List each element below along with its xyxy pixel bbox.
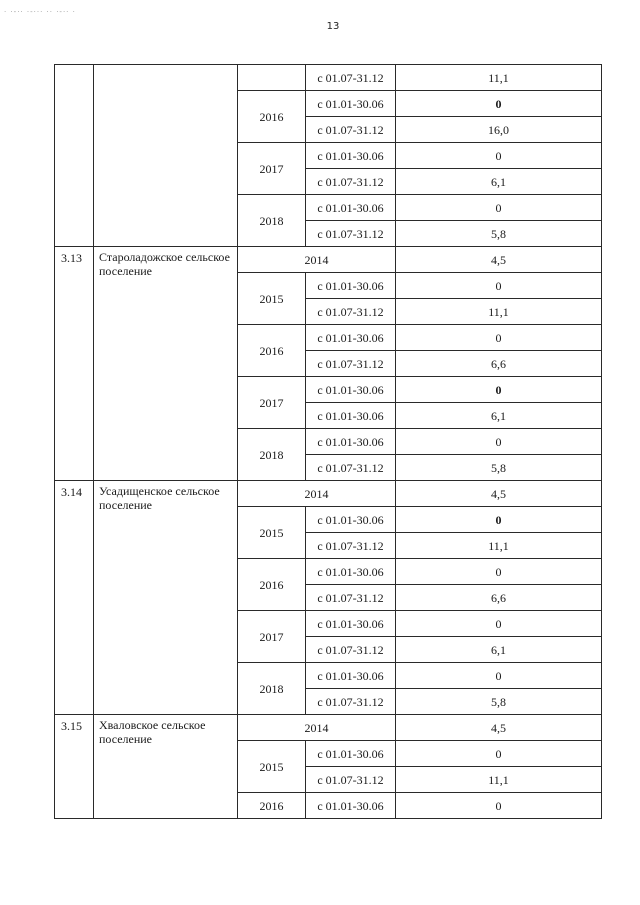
table-row bbox=[55, 715, 602, 741]
value-cell: 4,5 bbox=[396, 247, 602, 273]
section-number-cell bbox=[55, 65, 94, 247]
year-cell: 2017 bbox=[238, 611, 306, 663]
page-number: 13 bbox=[326, 21, 340, 32]
period-cell: с 01.07-31.12 bbox=[306, 65, 396, 91]
value-cell: 11,1 bbox=[396, 65, 602, 91]
scan-artifact: · ·-·· ·-··· ·· ·-·· · bbox=[4, 8, 76, 16]
value-cell: 0 bbox=[396, 273, 602, 299]
year-cell: 2015 bbox=[238, 507, 306, 559]
year-cell: 2014 bbox=[238, 715, 396, 741]
section-name: Усадищенское сельское поселение bbox=[94, 481, 238, 715]
year-cell: 2018 bbox=[238, 429, 306, 481]
period-cell: с 01.07-31.12 bbox=[306, 585, 396, 611]
year-cell: 2016 bbox=[238, 325, 306, 377]
period-cell: с 01.07-31.12 bbox=[306, 533, 396, 559]
year-cell: 2018 bbox=[238, 663, 306, 715]
value-cell: 16,0 bbox=[396, 117, 602, 143]
value-cell: 0 bbox=[396, 559, 602, 585]
value-cell: 0 bbox=[396, 429, 602, 455]
value-cell: 0 bbox=[396, 663, 602, 689]
section-name: Хваловское сельское поселение bbox=[94, 715, 238, 819]
value-cell: 0 bbox=[396, 143, 602, 169]
table-body bbox=[55, 65, 602, 819]
period-cell: с 01.01-30.06 bbox=[306, 559, 396, 585]
value-cell: 5,8 bbox=[396, 455, 602, 481]
period-cell: с 01.01-30.06 bbox=[306, 143, 396, 169]
period-cell: с 01.01-30.06 bbox=[306, 663, 396, 689]
year-cell: 2017 bbox=[238, 377, 306, 429]
year-cell: 2016 bbox=[238, 559, 306, 611]
value-cell: 5,8 bbox=[396, 689, 602, 715]
value-cell: 6,1 bbox=[396, 637, 602, 663]
year-cell bbox=[238, 65, 306, 91]
year-cell: 2014 bbox=[238, 247, 396, 273]
value-cell: 0 bbox=[396, 195, 602, 221]
section-name-cell bbox=[94, 65, 238, 247]
period-cell: с 01.07-31.12 bbox=[306, 221, 396, 247]
value-cell: 4,5 bbox=[396, 481, 602, 507]
period-cell: с 01.07-31.12 bbox=[306, 689, 396, 715]
year-cell: 2015 bbox=[238, 273, 306, 325]
value-cell: 5,8 bbox=[396, 221, 602, 247]
data-table bbox=[54, 64, 602, 819]
value-cell: 0 bbox=[396, 507, 602, 533]
year-cell: 2015 bbox=[238, 741, 306, 793]
value-cell: 11,1 bbox=[396, 533, 602, 559]
value-cell: 6,6 bbox=[396, 351, 602, 377]
period-cell: с 01.01-30.06 bbox=[306, 429, 396, 455]
year-cell: 2016 bbox=[238, 793, 306, 819]
section-number: 3.13 bbox=[55, 247, 94, 481]
period-cell: с 01.07-31.12 bbox=[306, 117, 396, 143]
period-cell: с 01.07-31.12 bbox=[306, 169, 396, 195]
period-cell: с 01.01-30.06 bbox=[306, 403, 396, 429]
period-cell: с 01.01-30.06 bbox=[306, 377, 396, 403]
value-cell: 0 bbox=[396, 377, 602, 403]
value-cell: 11,1 bbox=[396, 299, 602, 325]
year-cell: 2018 bbox=[238, 195, 306, 247]
value-cell: 6,1 bbox=[396, 403, 602, 429]
period-cell: с 01.01-30.06 bbox=[306, 325, 396, 351]
section-number: 3.14 bbox=[55, 481, 94, 715]
table-row bbox=[55, 481, 602, 507]
table-row bbox=[55, 247, 602, 273]
value-cell: 0 bbox=[396, 793, 602, 819]
period-cell: с 01.01-30.06 bbox=[306, 273, 396, 299]
value-cell: 6,1 bbox=[396, 169, 602, 195]
value-cell: 0 bbox=[396, 325, 602, 351]
period-cell: с 01.01-30.06 bbox=[306, 195, 396, 221]
period-cell: с 01.07-31.12 bbox=[306, 299, 396, 325]
year-cell: 2014 bbox=[238, 481, 396, 507]
period-cell: с 01.01-30.06 bbox=[306, 507, 396, 533]
value-cell: 0 bbox=[396, 741, 602, 767]
period-cell: с 01.07-31.12 bbox=[306, 637, 396, 663]
section-name: Староладожское сельское поселение bbox=[94, 247, 238, 481]
value-cell: 4,5 bbox=[396, 715, 602, 741]
value-cell: 6,6 bbox=[396, 585, 602, 611]
value-cell: 0 bbox=[396, 611, 602, 637]
period-cell: с 01.07-31.12 bbox=[306, 455, 396, 481]
year-cell: 2016 bbox=[238, 91, 306, 143]
period-cell: с 01.01-30.06 bbox=[306, 741, 396, 767]
section-number: 3.15 bbox=[55, 715, 94, 819]
table-row bbox=[55, 65, 602, 91]
period-cell: с 01.07-31.12 bbox=[306, 351, 396, 377]
year-cell: 2017 bbox=[238, 143, 306, 195]
period-cell: с 01.01-30.06 bbox=[306, 793, 396, 819]
period-cell: с 01.07-31.12 bbox=[306, 767, 396, 793]
value-cell: 11,1 bbox=[396, 767, 602, 793]
value-cell: 0 bbox=[396, 91, 602, 117]
period-cell: с 01.01-30.06 bbox=[306, 91, 396, 117]
period-cell: с 01.01-30.06 bbox=[306, 611, 396, 637]
